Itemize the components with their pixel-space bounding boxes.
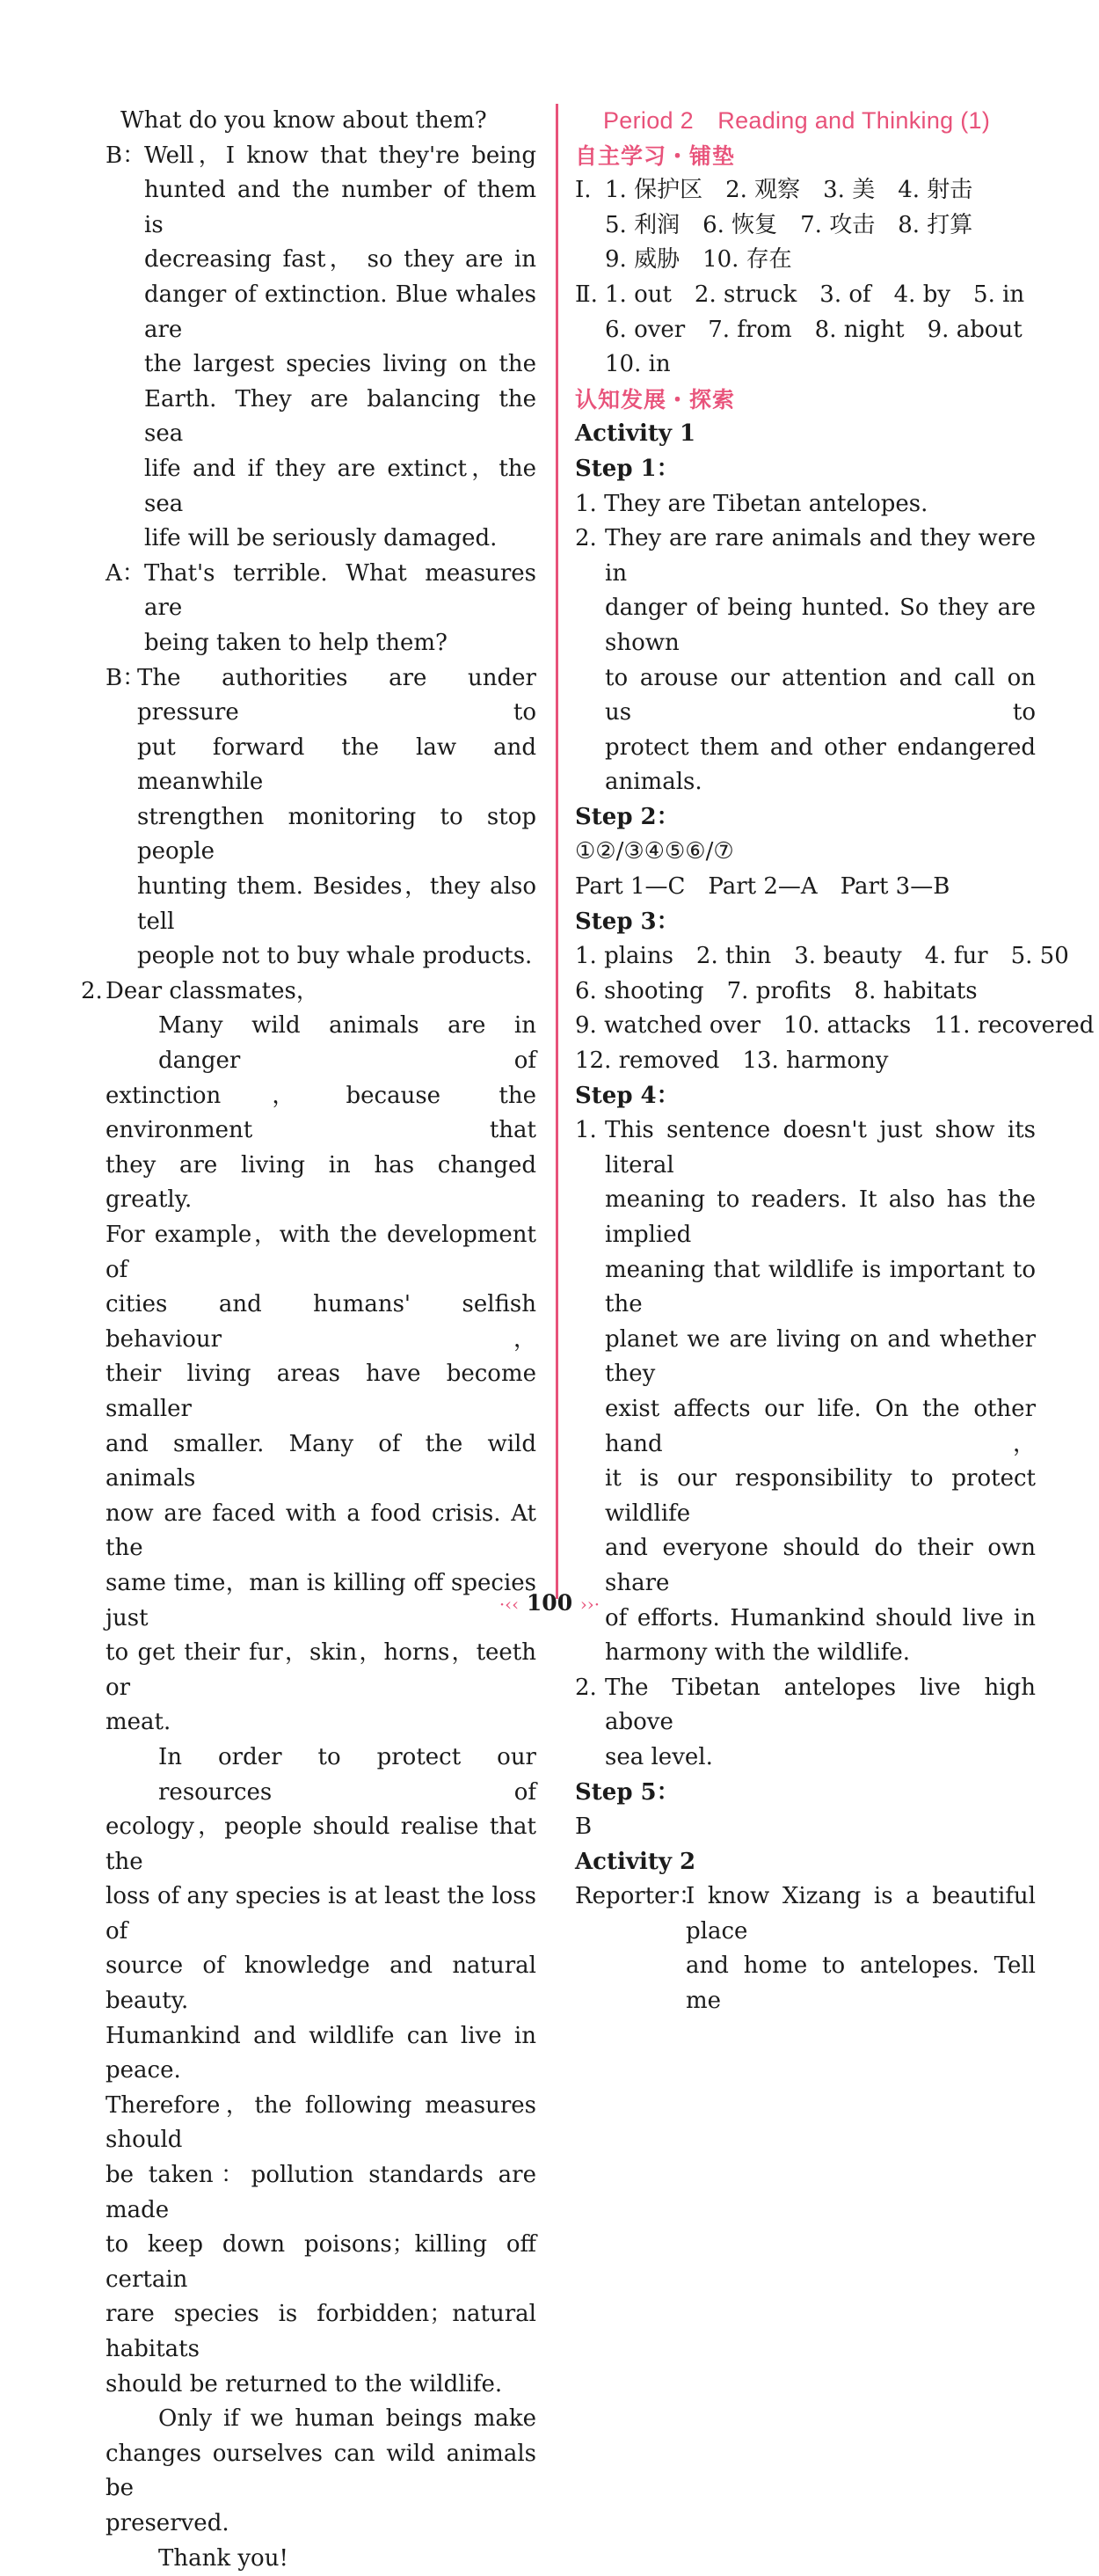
- right-column: [575, 104, 1095, 2019]
- dialogue-b2: [106, 661, 536, 974]
- page-number-right-ornament: ››·: [579, 1594, 600, 1615]
- answer-line: 1. out 2. struck 3. of 4. by 5. in: [605, 281, 1025, 308]
- text-line: the largest species living on the: [144, 351, 536, 378]
- text-line: of efforts. Humankind should live in: [605, 1604, 1036, 1631]
- activity-2-heading: Activity 2: [575, 1848, 696, 1875]
- text-line: extinction，because the environment that: [106, 1082, 536, 1144]
- answer-line: 1. plains 2. thin 3. beauty 4. fur 5. 50: [575, 943, 1069, 970]
- text-line: That's terrible. What measures are: [144, 559, 536, 622]
- item-number: 1.: [575, 1117, 597, 1144]
- answer-line: 1. 保护区 2. 观察 3. 美 4. 射击: [605, 177, 973, 204]
- text-line: be taken：pollution standards are made: [106, 2162, 536, 2223]
- step-4-item-2: [575, 1671, 1036, 1776]
- section-i: [575, 173, 1036, 278]
- letter-closing: Thank you!: [158, 2544, 288, 2572]
- period-title: Period 2 Reading and Thinking (1): [603, 107, 991, 134]
- step-1-heading: Step 1：: [575, 455, 680, 482]
- text-line: I know Xizang is a beautiful place: [686, 1883, 1036, 1945]
- left-column: [81, 104, 536, 2576]
- text-line: animals.: [605, 769, 702, 796]
- item-number: 2.: [575, 1674, 597, 1701]
- page-number: [0, 1590, 1099, 1616]
- text-line: hunting them. Besides，they also tell: [137, 873, 536, 935]
- text-line: it is our responsibility to protect wildlife: [605, 1465, 1036, 1527]
- text-line: they are living in has changed greatly.: [106, 1151, 536, 1214]
- text-line: meaning that wildlife is important to the: [605, 1256, 1036, 1318]
- page-number-left-ornament: ·‹‹: [499, 1594, 520, 1615]
- text-line: Well，I know that they're being: [144, 142, 536, 169]
- step-1-item-2: [575, 522, 1036, 800]
- step-4-heading: Step 4：: [575, 1082, 680, 1109]
- text-line: cities and humans' selfish behaviour，: [106, 1291, 536, 1353]
- text-line: Earth. They are balancing the sea: [144, 385, 536, 448]
- text-line: strengthen monitoring to stop people: [137, 803, 536, 865]
- text-line: changes ourselves can wild animals be: [106, 2440, 536, 2502]
- text-line: to arouse our attention and call on us to: [605, 664, 1036, 726]
- text-line: This sentence doesn't just show its literal: [605, 1117, 1036, 1179]
- text-line: put forward the law and meanwhile: [137, 733, 536, 796]
- dialogue-a1: [106, 557, 536, 661]
- letter-greeting: Dear classmates，: [106, 977, 319, 1004]
- text-line: exist affects our life. On the other hand，: [605, 1395, 1036, 1457]
- text-line: people not to buy whale products.: [137, 943, 533, 970]
- text-line: sea level.: [605, 1743, 713, 1770]
- step-5-heading: Step 5：: [575, 1778, 680, 1806]
- text-line: rare species is forbidden；natural habitats: [106, 2301, 536, 2362]
- text-line: meat.: [106, 1709, 171, 1736]
- activity-1-heading: Activity 1: [575, 420, 696, 448]
- column-divider: [556, 104, 558, 1599]
- answer-line: 9. watched over 10. attacks 11. recovered: [575, 1012, 1095, 1040]
- text-line: Humankind and wildlife can live in peace.: [106, 2022, 536, 2084]
- text-line: preserved.: [106, 2509, 229, 2536]
- step-2-heading: Step 2：: [575, 803, 680, 830]
- text-line: now are faced with a food crisis. At the: [106, 1500, 536, 1562]
- speaker-label: Reporter：: [575, 1883, 702, 1910]
- text-line: and everyone should do their own share: [605, 1535, 1036, 1596]
- text-line: their living areas have become smaller: [106, 1361, 536, 1422]
- text-line: source of knowledge and natural beauty.: [106, 1952, 536, 2015]
- text-line: meaning to readers. It also has the implied: [605, 1186, 1036, 1248]
- text-line: The authorities are under pressure to: [137, 664, 536, 726]
- letter-item-2: [81, 974, 536, 2576]
- roman-label: Ⅱ.: [575, 281, 598, 308]
- text-line: hunted and the number of them is: [144, 177, 536, 238]
- section-heading-cognitive: 认知发展・探索: [575, 386, 736, 412]
- answer-line: 6. over 7. from 8. night 9. about: [605, 316, 1023, 343]
- answer-line: 5. 利润 6. 恢复 7. 攻击 8. 打算: [605, 211, 973, 238]
- section-ii: [575, 278, 1036, 383]
- item-number: 2.: [81, 977, 103, 1004]
- text-line: planet we are living on and whether they: [605, 1325, 1036, 1388]
- answer-line: ①②/③④⑤⑥/⑦: [575, 838, 734, 865]
- text-line: ecology，people should realise that the: [106, 1813, 536, 1875]
- text-line: to get their fur，skin，horns，teeth or: [106, 1639, 536, 1701]
- text-line: should be returned to the wildlife.: [106, 2370, 503, 2397]
- text-line: life will be seriously damaged.: [144, 525, 498, 552]
- speaker-label: B：: [106, 664, 146, 691]
- text-line: Only if we human beings make: [158, 2405, 536, 2433]
- text-line: being taken to help them?: [144, 629, 448, 656]
- text-line: life and if they are extinct，the sea: [144, 455, 536, 517]
- answer-line: 6. shooting 7. profits 8. habitats: [575, 977, 978, 1004]
- text-line: In order to protect our resources of: [158, 1743, 536, 1806]
- step-3-heading: Step 3：: [575, 908, 680, 935]
- text-line: and smaller. Many of the wild animals: [106, 1430, 536, 1492]
- roman-label: Ⅰ.: [575, 177, 592, 204]
- text-line: For example，with the development of: [106, 1222, 536, 1283]
- text-line: to keep down poisons；killing off certain: [106, 2231, 536, 2293]
- text-line: Many wild animals are in danger of: [158, 1012, 536, 1075]
- section-heading-self-study: 自主学习・铺垫: [575, 142, 736, 169]
- speaker-label: B：: [106, 142, 146, 169]
- answer-line: 12. removed 13. harmony: [575, 1047, 889, 1075]
- item-number: 2.: [575, 525, 597, 552]
- page-number-value: 100: [526, 1590, 573, 1616]
- answer-line: 10. in: [605, 351, 671, 378]
- step-4-item-1: [575, 1113, 1036, 1671]
- answer-line: Part 1—C Part 2—A Part 3—B: [575, 873, 950, 901]
- text-line: They are rare animals and they were in: [605, 525, 1036, 587]
- reporter-dialogue: [575, 1879, 1036, 2018]
- text-line: and home to antelopes. Tell me: [686, 1952, 1036, 2015]
- text-line: harmony with the wildlife.: [605, 1639, 910, 1667]
- text-line: The Tibetan antelopes live high above: [605, 1674, 1036, 1736]
- speaker-label: A：: [106, 559, 145, 587]
- text-line: same time，man is killing off species just: [106, 1569, 536, 1631]
- text-line: Therefore，the following measures should: [106, 2091, 536, 2154]
- text-line: danger of extinction. Blue whales are: [144, 281, 536, 343]
- text-line: decreasing fast， so they are in: [144, 246, 536, 274]
- dialogue-line: What do you know about them?: [120, 107, 487, 134]
- answer-line: 1. They are Tibetan antelopes.: [575, 490, 928, 517]
- dialogue-b1: [106, 139, 536, 557]
- text-line: protect them and other endangered: [605, 733, 1036, 761]
- answer-line: 9. 威胁 10. 存在: [605, 246, 792, 274]
- text-line: danger of being hunted. So they are shown: [605, 595, 1036, 656]
- answer-line: B: [575, 1813, 593, 1841]
- text-line: loss of any species is at least the loss of: [106, 1883, 536, 1945]
